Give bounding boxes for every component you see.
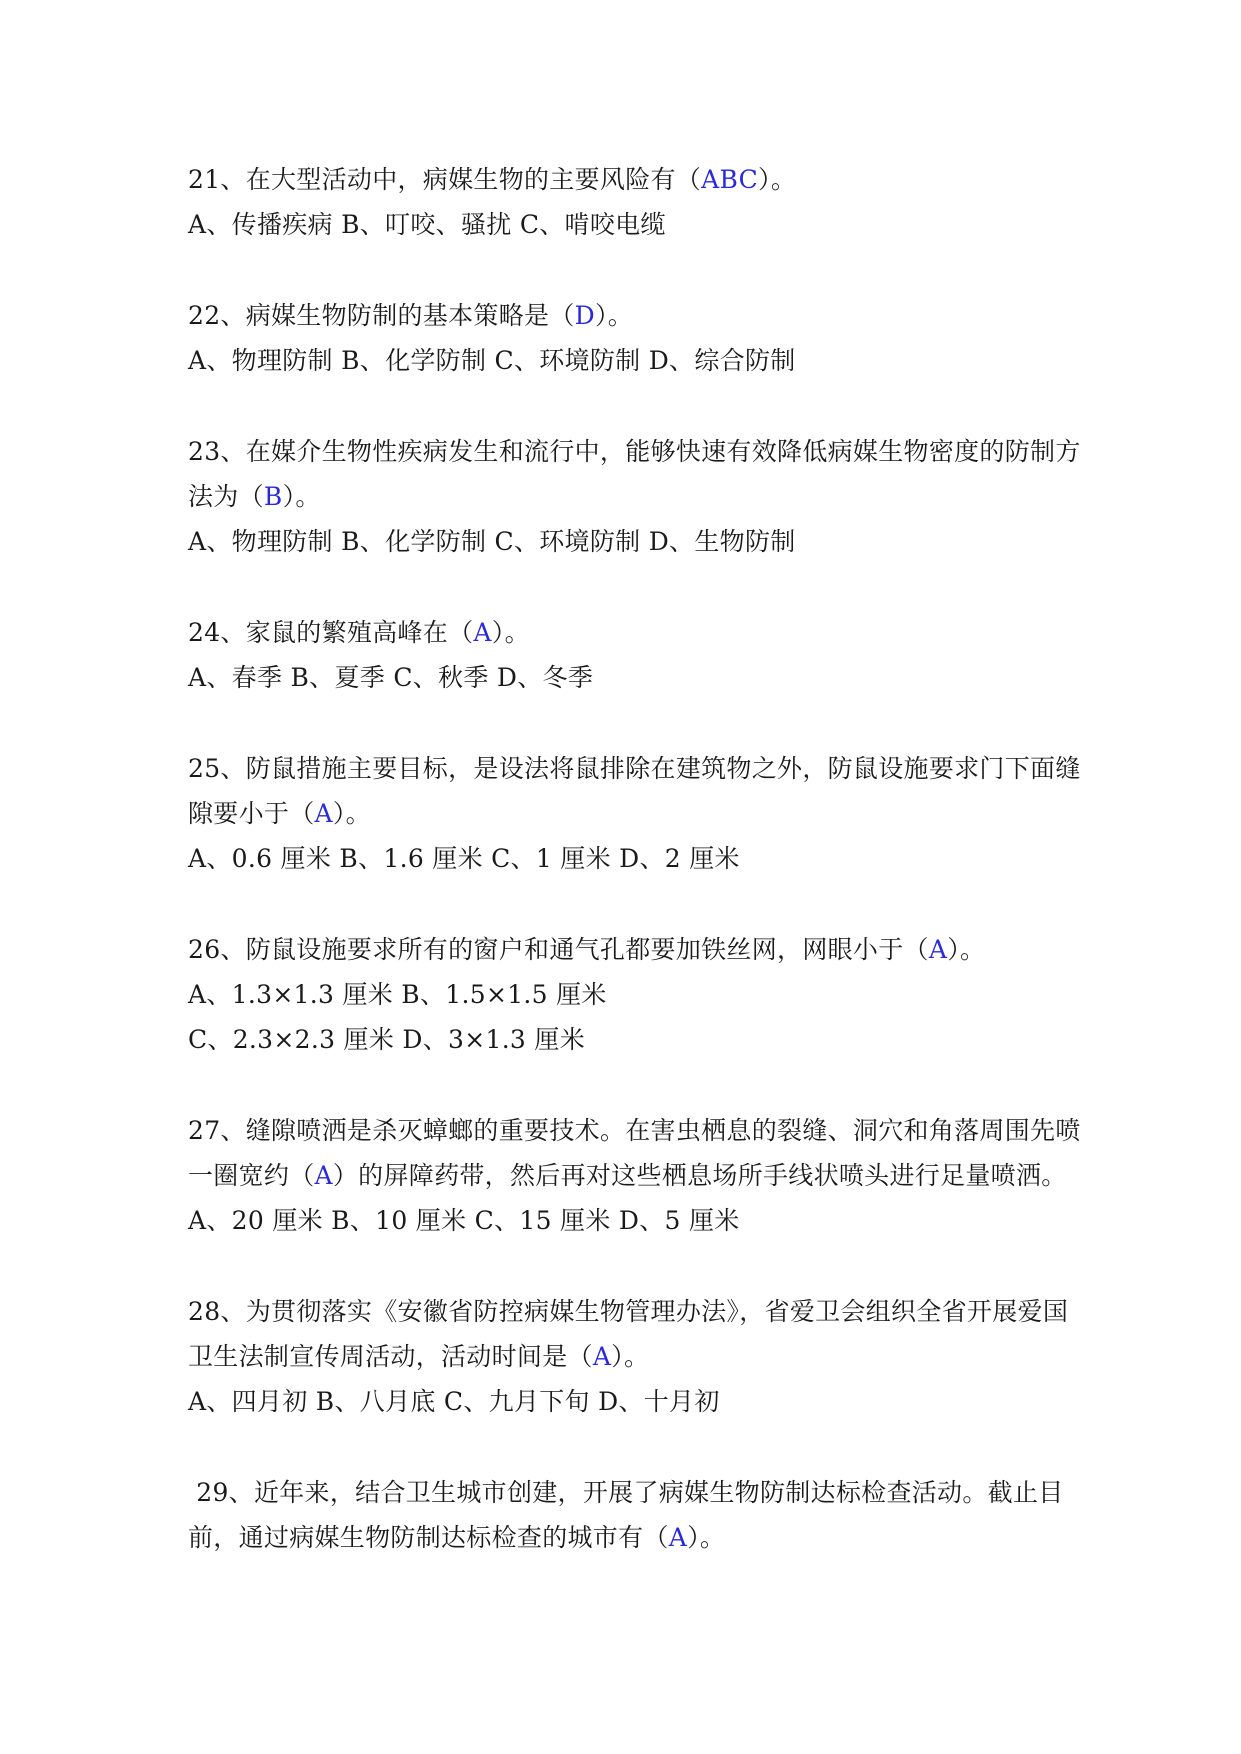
stem-text: ）。 xyxy=(491,618,530,647)
stem-text: 前，通过病媒生物防制达标检查的城市有（ xyxy=(188,1523,669,1552)
stem-text: ）。 xyxy=(947,935,986,964)
question-26-options-line2: C、2.3×2.3 厘米 D、3×1.3 厘米 xyxy=(188,1025,585,1054)
answer-text: A xyxy=(668,1523,688,1552)
stem-text: 21、在大型活动中，病媒生物的主要风险有（ xyxy=(188,165,702,194)
question-29-stem-line2 xyxy=(188,1523,725,1553)
stem-text: 法为（ xyxy=(188,482,264,511)
question-21-options: A、传播疾病 B、叮咬、骚扰 C、啃咬电缆 xyxy=(188,210,666,239)
answer-text: A xyxy=(592,1342,612,1371)
stem-text: ）。 xyxy=(611,1342,650,1371)
question-27-options: A、20 厘米 B、10 厘米 C、15 厘米 D、5 厘米 xyxy=(188,1206,740,1235)
answer-text: B xyxy=(263,482,283,511)
question-23-stem-line1: 23、在媒介生物性疾病发生和流行中，能够快速有效降低病媒生物密度的防制方 xyxy=(188,437,1081,466)
stem-text: 隙要小于（ xyxy=(188,799,315,828)
question-28-stem-line2 xyxy=(188,1342,649,1372)
question-26-stem xyxy=(188,935,985,965)
question-22-options: A、物理防制 B、化学防制 C、环境防制 D、综合防制 xyxy=(188,346,796,375)
stem-text: 26、防鼠设施要求所有的窗户和通气孔都要加铁丝网，网眼小于（ xyxy=(188,935,929,964)
question-28-stem-line1: 28、为贯彻落实《安徽省防控病媒生物管理办法》，省爱卫会组织全省开展爱国 xyxy=(188,1297,1069,1326)
question-29-stem-line1: 29、近年来，结合卫生城市创建，开展了病媒生物防制达标检查活动。截止目 xyxy=(188,1478,1064,1507)
stem-text: 24、家鼠的繁殖高峰在（ xyxy=(188,618,474,647)
question-22-stem xyxy=(188,301,633,331)
question-25-stem-line2 xyxy=(188,799,371,829)
answer-text: ABC xyxy=(701,165,759,194)
question-27-stem-line1: 27、缝隙喷洒是杀灭蟑螂的重要技术。在害虫栖息的裂缝、洞穴和角落周围先喷 xyxy=(188,1116,1081,1145)
answer-text: D xyxy=(574,301,595,330)
question-27-stem-line2 xyxy=(188,1161,1067,1191)
question-28-options: A、四月初 B、八月底 C、九月下旬 D、十月初 xyxy=(188,1387,720,1416)
question-25-options: A、0.6 厘米 B、1.6 厘米 C、1 厘米 D、2 厘米 xyxy=(188,844,740,873)
stem-text: ）的屏障药带，然后再对这些栖息场所手线状喷头进行足量喷洒。 xyxy=(332,1161,1067,1190)
stem-text: 一圈宽约（ xyxy=(188,1161,315,1190)
question-24-options: A、春季 B、夏季 C、秋季 D、冬季 xyxy=(188,663,594,692)
stem-text: 22、病媒生物防制的基本策略是（ xyxy=(188,301,575,330)
question-23-stem-line2 xyxy=(188,482,321,512)
stem-text: 卫生法制宣传周活动，活动时间是（ xyxy=(188,1342,593,1371)
question-21-stem xyxy=(188,165,796,195)
answer-text: A xyxy=(473,618,492,647)
question-25-stem-line1: 25、防鼠措施主要目标，是设法将鼠排除在建筑物之外，防鼠设施要求门下面缝 xyxy=(188,754,1081,783)
answer-text: A xyxy=(928,935,948,964)
question-26-options-line1: A、1.3×1.3 厘米 B、1.5×1.5 厘米 xyxy=(188,980,607,1009)
answer-text: A xyxy=(314,1161,333,1190)
stem-text: ）。 xyxy=(282,482,321,511)
stem-text: ）。 xyxy=(687,1523,726,1552)
answer-text: A xyxy=(314,799,333,828)
stem-text: ）。 xyxy=(332,799,371,828)
stem-text: ）。 xyxy=(758,165,797,194)
question-23-options: A、物理防制 B、化学防制 C、环境防制 D、生物防制 xyxy=(188,527,796,556)
question-24-stem xyxy=(188,618,530,648)
stem-text: ）。 xyxy=(594,301,634,330)
